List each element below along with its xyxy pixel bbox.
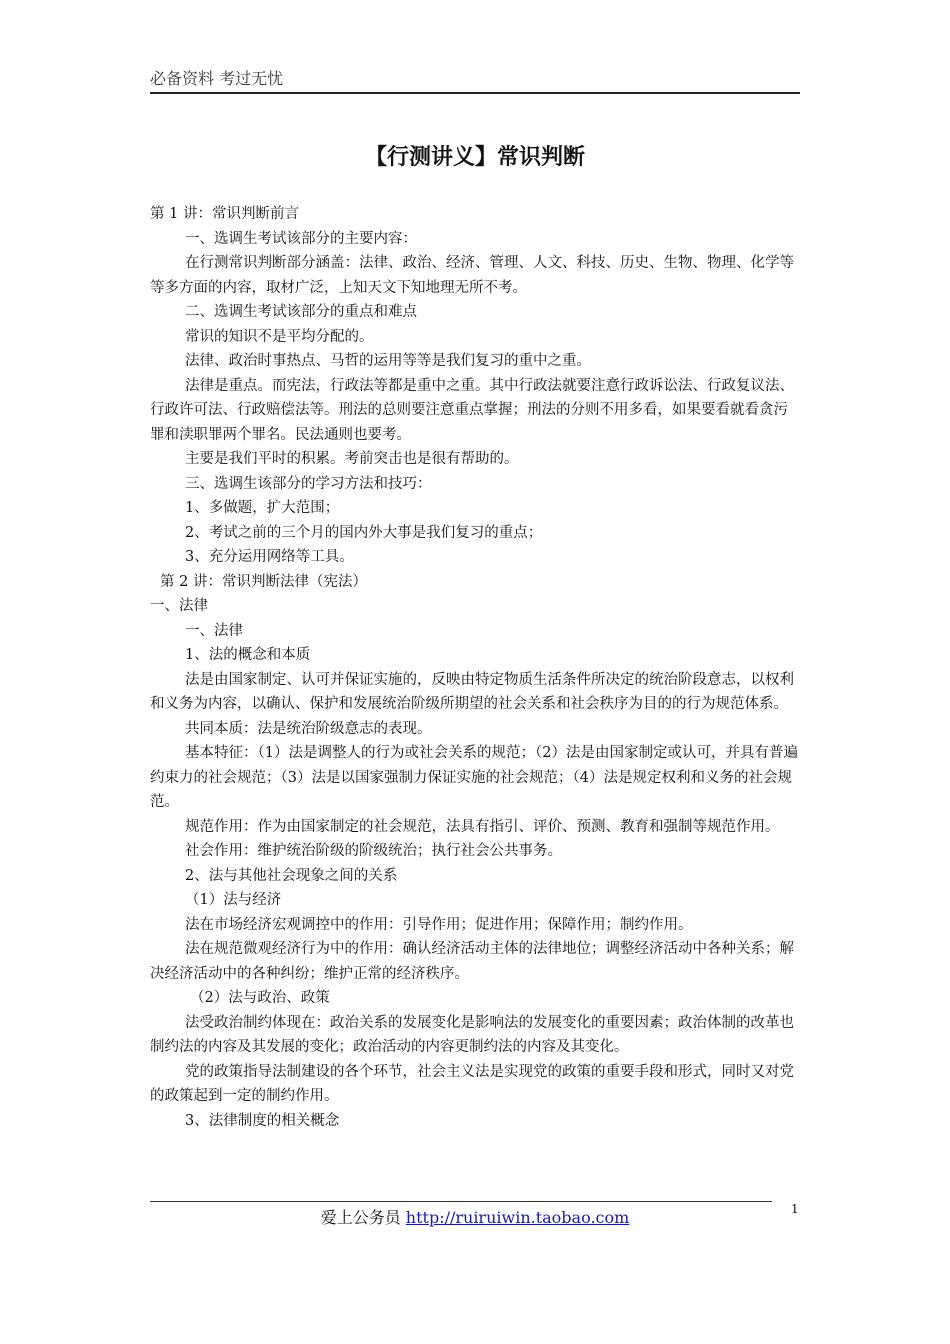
section-heading: 三、选调生该部分的学习方法和技巧：	[185, 475, 432, 492]
paragraph: 基本特征：（1）法是调整人的行为或社会关系的规范；（2）法是由国家制定或认可，并具有普遍约束力的社会规范；（3）法是以国家强制力保证实施的社会规范；（4）法是规定权利和义务的社会规范。	[150, 745, 798, 810]
page-footer	[0, 1205, 950, 1228]
paragraph: 共同本质：法是统治阶级意志的表现。	[185, 720, 432, 737]
paragraph: 党的政策指导法制建设的各个环节，社会主义法是实现党的政策的重要手段和形式，同时又对党的政策起到一定的制约作用。	[150, 1063, 794, 1104]
paragraph: 法在规范微观经济行为中的作用：确认经济活动主体的法律地位；调整经济活动中各种关系；解决经济活动中的各种纠纷；维护正常的经济秩序。	[150, 941, 794, 982]
list-item: 1、多做题，扩大范围；	[185, 500, 340, 516]
footer-link[interactable]: http://ruiruiwin.taobao.com	[405, 1208, 630, 1227]
paragraph: 法律是重点。而宪法，行政法等都是重中之重。其中行政法就要注意行政诉讼法、行政复议法、行政许可法、行政赔偿法等。刑法的总则要注意重点掌握；刑法的分则不用多看，如果要看就看贪污罪和渎职罪两个罪名。民法通则也要考。	[150, 377, 794, 443]
subsection-heading: （1）法与经济	[185, 892, 282, 908]
footer-text: 爱上公务员	[320, 1208, 406, 1227]
subsection-heading: （2）法与政治、政策	[190, 990, 330, 1006]
paragraph: 规范作用：作为由国家制定的社会规范，法具有指引、评价、预测、教育和强制等规范作用。	[185, 818, 780, 835]
paragraph: 法律、政治时事热点、马哲的运用等等是我们复习的重中之重。	[185, 353, 591, 369]
subsection-heading: 2、法与其他社会现象之间的关系	[185, 867, 398, 884]
lecture-heading: 第 2 讲：常识判断法律（宪法）	[160, 573, 367, 590]
section-heading: 二、选调生考试该部分的重点和难点	[185, 304, 417, 320]
paragraph: 主要是我们平时的积累。考前突击也是很有帮助的。	[185, 451, 519, 467]
section-heading: 一、法律	[150, 598, 208, 614]
footer-divider	[150, 1201, 772, 1202]
lecture-heading: 第 1 讲：常识判断前言	[150, 206, 299, 222]
header-divider	[150, 92, 800, 94]
list-item: 3、充分运用网络等工具。	[185, 549, 354, 565]
page-header: 必备资料 考过无忧	[150, 69, 284, 88]
list-item: 2、考试之前的三个月的国内外大事是我们复习的重点；	[185, 524, 543, 541]
section-heading: 一、选调生考试该部分的主要内容：	[185, 230, 417, 247]
paragraph: 法在市场经济宏观调控中的作用：引导作用；促进作用；保障作用；制约作用。	[185, 916, 693, 933]
subsection-heading: 1、法的概念和本质	[185, 647, 311, 663]
document-body	[150, 202, 800, 1133]
document-title: 【行测讲义】常识判断	[364, 145, 585, 170]
paragraph: 在行测常识判断部分涵盖：法律、政治、经济、管理、人文、科技、历史、生物、物理、化学等等多方面的内容，取材广泛，上知天文下知地理无所不考。	[150, 255, 794, 296]
subsection-heading: 3、法律制度的相关概念	[185, 1112, 340, 1129]
paragraph: 法受政治制约体现在：政治关系的发展变化是影响法的发展变化的重要因素；政治体制的改革也制约法的内容及其发展的变化；政治活动的内容更制约法的内容及其变化。	[150, 1014, 794, 1055]
paragraph: 社会作用：维护统治阶级的阶级统治；执行社会公共事务。	[185, 843, 562, 859]
paragraph: 常识的知识不是平均分配的。	[185, 328, 374, 345]
paragraph: 法是由国家制定、认可并保证实施的，反映由特定物质生活条件所决定的统治阶段意志，以权利和义务为内容，以确认、保护和发展统治阶级所期望的社会关系和社会秩序为目的的行为规范体系。	[150, 671, 794, 712]
page-number: 1	[791, 1202, 799, 1216]
section-heading: 一、法律	[185, 622, 243, 639]
